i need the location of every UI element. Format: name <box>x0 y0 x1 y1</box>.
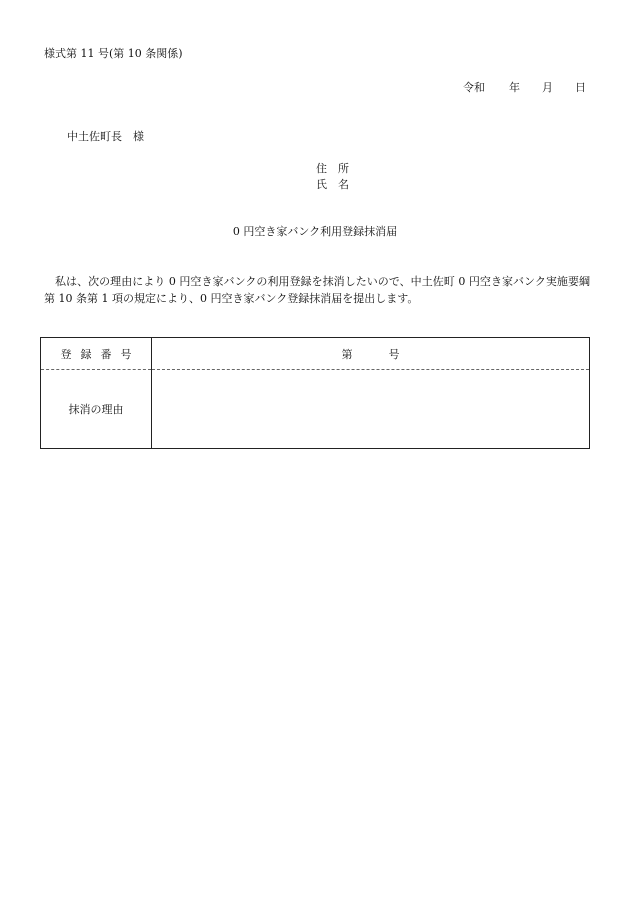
date-year: 年 <box>509 81 520 94</box>
reason-field[interactable] <box>152 370 590 449</box>
date-month: 月 <box>542 81 553 94</box>
name-label: 氏名 <box>316 178 360 191</box>
document-title: 0 円空き家バンク利用登録抹消届 <box>232 225 398 238</box>
date-era: 令和 <box>463 81 485 94</box>
addressee: 中土佐町長 様 <box>67 130 144 143</box>
form-number: 様式第 11 号(第 10 条関係) <box>44 47 183 60</box>
table-row <box>41 370 590 449</box>
date-line <box>463 81 586 95</box>
registration-suffix: 号 <box>388 347 400 361</box>
reason-label: 抹消の理由 <box>68 403 124 416</box>
table-row <box>41 338 590 370</box>
body-text: 私は、次の理由により 0 円空き家バンクの利用登録を抹消したいので、中土佐町 0 円空き家バンク実施要綱第 10 条第 1 項の規定により、0 円空き家バンク登録抹消届を提出します。 <box>44 275 590 305</box>
registration-number-cell[interactable] <box>152 338 590 370</box>
registration-table <box>40 337 590 449</box>
date-day: 日 <box>575 81 586 94</box>
address-label: 住所 <box>316 162 360 175</box>
registration-number-label: 登録番号 <box>60 347 141 361</box>
registration-prefix: 第 <box>341 347 353 361</box>
registration-number-label-cell <box>41 338 152 370</box>
